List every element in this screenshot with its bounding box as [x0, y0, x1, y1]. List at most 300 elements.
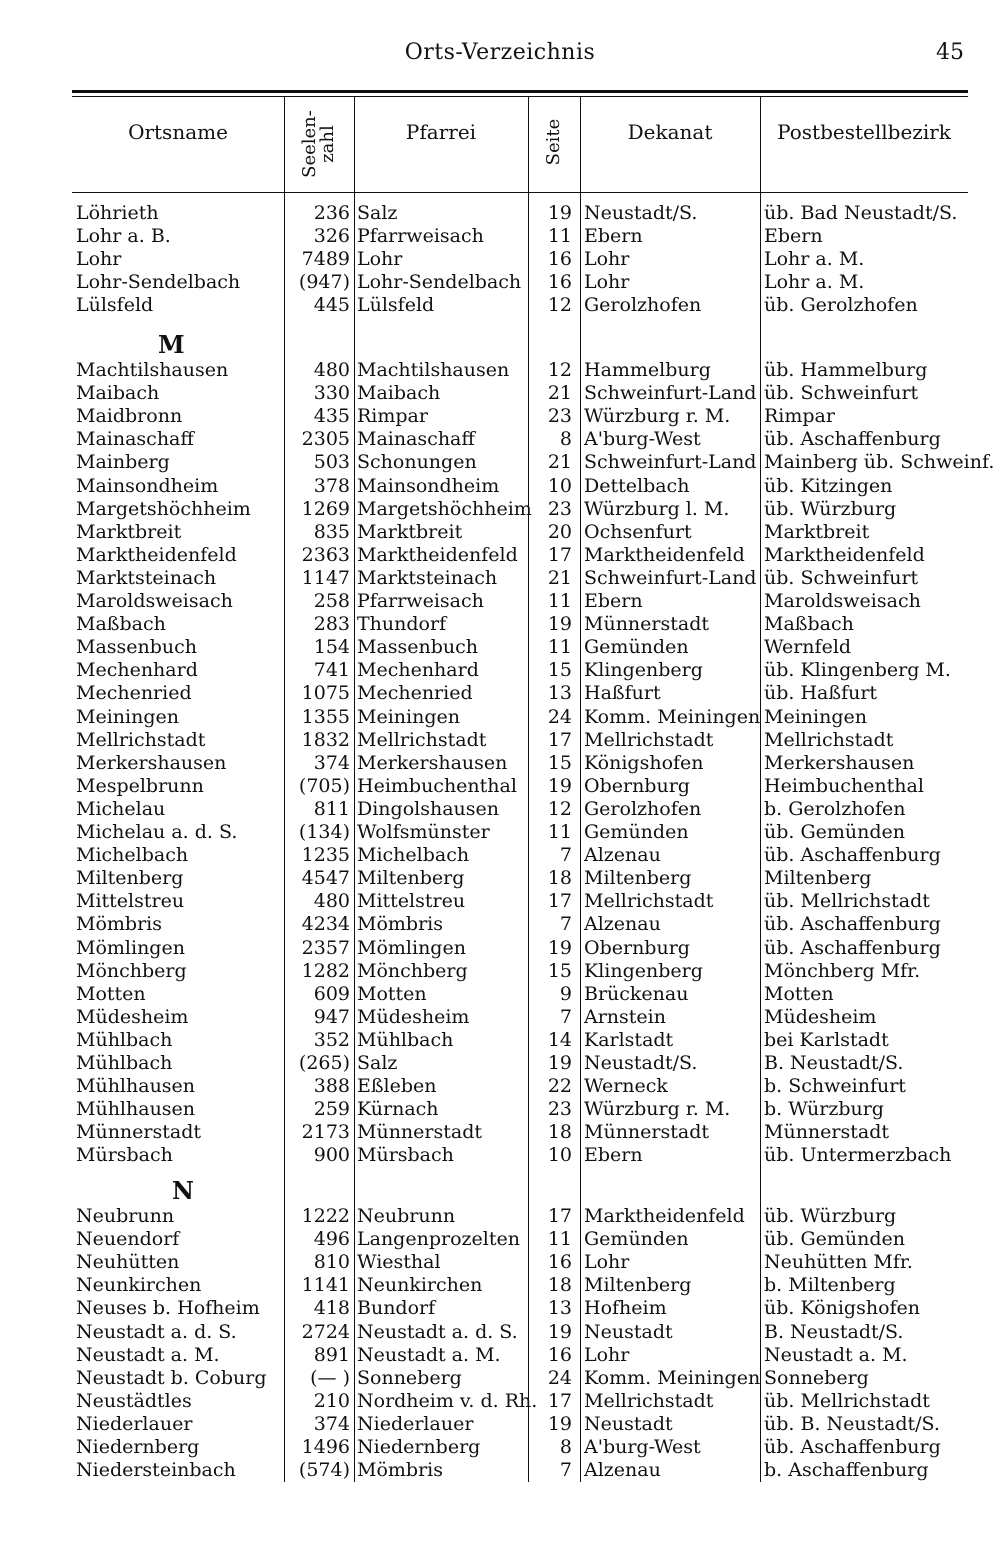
- pfarrei-cell: Thundorf: [357, 613, 447, 636]
- table-row: [0, 1205, 1000, 1228]
- section-letter: N: [172, 1176, 194, 1205]
- table-row: [0, 752, 1000, 775]
- table-row: [0, 682, 1000, 705]
- seite-cell: 19: [547, 1320, 572, 1343]
- table-row: [0, 225, 1000, 248]
- seelenzahl-cell: 741: [313, 659, 350, 682]
- postbezirk-cell: Marktbreit: [764, 520, 870, 543]
- pfarrei-cell: Mainsondheim: [357, 474, 500, 497]
- seite-cell: 19: [547, 202, 572, 224]
- seite-cell: 17: [547, 728, 572, 751]
- postbezirk-cell: Ebern: [764, 225, 823, 248]
- ortsname-cell: Maroldsweisach: [76, 590, 233, 612]
- pfarrei-cell: Salz: [357, 202, 398, 224]
- seelenzahl-cell: (574): [298, 1459, 350, 1482]
- table-row: [0, 1436, 1000, 1459]
- postbezirk-cell: b. Miltenberg: [764, 1274, 896, 1297]
- pfarrei-cell: Marktsteinach: [357, 566, 498, 589]
- dekanat-cell: Gemünden: [584, 636, 689, 659]
- seelenzahl-cell: 480: [313, 890, 350, 913]
- dekanat-cell: Marktheidenfeld: [584, 543, 745, 566]
- pfarrei-cell: Rimpar: [357, 405, 428, 428]
- ortsname-cell: Maidbronn: [76, 405, 183, 428]
- ortsname-cell: Michelau a. d. S.: [76, 821, 238, 843]
- pfarrei-cell: Salz: [357, 1052, 398, 1074]
- seelenzahl-cell: 236: [313, 202, 350, 224]
- top-rule: [72, 90, 968, 93]
- pfarrei-cell: Mömbris: [357, 1459, 443, 1482]
- seelenzahl-cell: (265): [298, 1052, 350, 1074]
- pfarrei-cell: Machtilshausen: [357, 359, 510, 381]
- table-row: [0, 960, 1000, 983]
- pfarrei-cell: Mömbris: [357, 913, 443, 936]
- table-row: [0, 248, 1000, 271]
- postbezirk-cell: Müdesheim: [764, 1005, 877, 1028]
- postbezirk-cell: üb. Aschaffenburg: [764, 1436, 941, 1458]
- pfarrei-cell: Sonneberg: [357, 1366, 462, 1389]
- pfarrei-cell: Mühlbach: [357, 1028, 454, 1051]
- pfarrei-cell: Lohr-Sendelbach: [357, 271, 522, 294]
- column-header-dekanat: Dekanat: [627, 120, 713, 144]
- postbezirk-cell: üb. Mellrichstadt: [764, 890, 930, 913]
- seelenzahl-cell: (— ): [310, 1366, 350, 1389]
- table-row: [0, 1297, 1000, 1320]
- ortsname-cell: Mainaschaff: [76, 428, 194, 451]
- seite-cell: 17: [547, 1205, 572, 1227]
- seite-cell: 23: [547, 405, 572, 428]
- seelenzahl-cell: 1496: [301, 1436, 350, 1458]
- table-row: [0, 1321, 1000, 1344]
- seite-cell: 15: [547, 959, 572, 982]
- postbezirk-cell: üb. B. Neustadt/S.: [764, 1412, 940, 1435]
- column-header-postbestellbezirk: Postbestellbezirk: [777, 120, 951, 144]
- pfarrei-cell: Münnerstadt: [357, 1121, 483, 1144]
- seite-cell: 19: [547, 1412, 572, 1435]
- table-row: [0, 451, 1000, 474]
- pfarrei-cell: Nordheim v. d. Rh.: [357, 1389, 538, 1412]
- seite-cell: 23: [547, 497, 572, 520]
- seite-cell: 11: [547, 225, 572, 248]
- seelenzahl-cell: 480: [313, 359, 350, 381]
- seite-cell: 8: [559, 1436, 572, 1458]
- dekanat-cell: Alzenau: [584, 844, 661, 867]
- seelenzahl-cell: 810: [313, 1251, 350, 1274]
- seelenzahl-cell: 259: [313, 1098, 350, 1121]
- table-row: [0, 636, 1000, 659]
- postbezirk-cell: üb. Schweinfurt: [764, 382, 919, 405]
- ortsname-cell: Mömlingen: [76, 936, 185, 959]
- seite-cell: 7: [559, 1459, 572, 1482]
- seelenzahl-cell: 835: [313, 520, 350, 543]
- dekanat-cell: Neustadt/S.: [584, 202, 698, 224]
- page-number: 45: [936, 40, 964, 65]
- postbezirk-cell: Marktheidenfeld: [764, 543, 925, 566]
- pfarrei-cell: Mechenhard: [357, 659, 479, 682]
- dekanat-cell: Würzburg l. M.: [584, 497, 730, 520]
- pfarrei-cell: Niederlauer: [357, 1412, 474, 1435]
- column-header-seelenzahl: Seelen- zahl: [299, 110, 338, 178]
- dekanat-cell: Alzenau: [584, 1459, 661, 1482]
- ortsname-cell: Niedersteinbach: [76, 1459, 236, 1482]
- ortsname-cell: Mainsondheim: [76, 474, 219, 497]
- dekanat-cell: Lohr: [584, 248, 630, 271]
- pfarrei-cell: Heimbuchenthal: [357, 774, 517, 797]
- pfarrei-cell: Maibach: [357, 382, 441, 405]
- dekanat-cell: Mellrichstadt: [584, 890, 714, 913]
- postbezirk-cell: üb. Mellrichstadt: [764, 1389, 930, 1412]
- seite-cell: 7: [559, 1005, 572, 1028]
- seite-cell: 17: [547, 890, 572, 913]
- ortsname-cell: Neustadt a. M.: [76, 1343, 220, 1366]
- table-row: [0, 1413, 1000, 1436]
- dekanat-cell: Ebern: [584, 590, 643, 612]
- postbezirk-cell: üb. Untermerzbach: [764, 1144, 952, 1167]
- ortsname-cell: Mellrichstadt: [76, 728, 206, 751]
- postbezirk-cell: üb. Aschaffenburg: [764, 936, 941, 959]
- table-row: [0, 937, 1000, 960]
- ortsname-cell: Neustadt b. Coburg: [76, 1366, 267, 1389]
- ortsname-cell: Müdesheim: [76, 1005, 189, 1028]
- table-row: [0, 1121, 1000, 1144]
- ortsname-cell: Neuhütten: [76, 1251, 180, 1274]
- dekanat-cell: Haßfurt: [584, 682, 661, 705]
- dekanat-cell: Marktheidenfeld: [584, 1205, 745, 1227]
- table-row: [0, 498, 1000, 521]
- postbezirk-cell: Neustadt a. M.: [764, 1343, 908, 1366]
- table-row: [0, 844, 1000, 867]
- seite-cell: 12: [547, 294, 572, 317]
- postbezirk-cell: üb. Würzburg: [764, 497, 897, 520]
- table-row: [0, 1367, 1000, 1390]
- seelenzahl-cell: 1075: [301, 682, 350, 705]
- seite-cell: 11: [547, 1228, 572, 1251]
- ortsname-cell: Marktheidenfeld: [76, 543, 237, 566]
- seite-cell: 24: [547, 705, 572, 728]
- seite-cell: 12: [547, 359, 572, 381]
- pfarrei-cell: Merkershausen: [357, 751, 508, 774]
- dekanat-cell: Komm. Meiningen: [584, 1366, 761, 1389]
- postbezirk-cell: Mönchberg Mfr.: [764, 959, 921, 982]
- postbezirk-cell: Mellrichstadt: [764, 728, 894, 751]
- dekanat-cell: Komm. Meiningen: [584, 705, 761, 728]
- seite-cell: 16: [547, 1251, 572, 1274]
- postbezirk-cell: üb. Kitzingen: [764, 474, 893, 497]
- postbezirk-cell: üb. Gemünden: [764, 821, 906, 843]
- postbezirk-cell: üb. Würzburg: [764, 1205, 897, 1227]
- postbezirk-cell: üb. Schweinfurt: [764, 566, 919, 589]
- ortsname-cell: Merkershausen: [76, 751, 227, 774]
- postbezirk-cell: Heimbuchenthal: [764, 774, 924, 797]
- ortsname-cell: Mühlhausen: [76, 1075, 196, 1098]
- seelenzahl-cell: 2173: [301, 1121, 350, 1144]
- postbezirk-cell: b. Aschaffenburg: [764, 1459, 929, 1482]
- seite-cell: 19: [547, 936, 572, 959]
- pfarrei-cell: Neustadt a. M.: [357, 1343, 501, 1366]
- seelenzahl-cell: 1235: [301, 844, 350, 867]
- seite-cell: 15: [547, 659, 572, 682]
- ortsname-cell: Münnerstadt: [76, 1121, 202, 1144]
- seite-cell: 11: [547, 821, 572, 843]
- ortsname-cell: Mönchberg: [76, 959, 187, 982]
- seite-cell: 19: [547, 1052, 572, 1074]
- seelenzahl-cell: 2363: [301, 543, 350, 566]
- table-row: [0, 359, 1000, 382]
- pfarrei-cell: Motten: [357, 982, 427, 1005]
- seelenzahl-cell: 418: [313, 1297, 350, 1320]
- table-row: [0, 775, 1000, 798]
- table-row: [0, 1251, 1000, 1274]
- dekanat-cell: Brückenau: [584, 982, 689, 1005]
- seite-cell: 18: [547, 1274, 572, 1297]
- ortsname-cell: Michelbach: [76, 844, 189, 867]
- dekanat-cell: Miltenberg: [584, 1274, 692, 1297]
- dekanat-cell: Schweinfurt-Land: [584, 451, 757, 474]
- dekanat-cell: A'burg-West: [584, 428, 701, 451]
- postbezirk-cell: B. Neustadt/S.: [764, 1320, 904, 1343]
- seelenzahl-cell: 283: [313, 613, 350, 636]
- seelenzahl-cell: 811: [313, 797, 350, 820]
- ortsname-cell: Michelau: [76, 797, 166, 820]
- pfarrei-cell: Neustadt a. d. S.: [357, 1320, 518, 1343]
- ortsname-cell: Mühlbach: [76, 1028, 173, 1051]
- seite-cell: 17: [547, 1389, 572, 1412]
- ortsname-cell: Mömbris: [76, 913, 162, 936]
- seite-cell: 11: [547, 590, 572, 612]
- dekanat-cell: Lohr: [584, 271, 630, 294]
- ortsname-cell: Lohr a. B.: [76, 225, 171, 248]
- table-row: [0, 567, 1000, 590]
- ortsname-cell: Marktsteinach: [76, 566, 217, 589]
- dekanat-cell: Gerolzhofen: [584, 797, 702, 820]
- pfarrei-cell: Pfarrweisach: [357, 225, 484, 248]
- pfarrei-cell: Margetshöchheim: [357, 497, 532, 520]
- seite-cell: 21: [547, 382, 572, 405]
- seelenzahl-cell: (134): [298, 821, 350, 843]
- table-row: [0, 405, 1000, 428]
- seelenzahl-cell: 210: [313, 1389, 350, 1412]
- ortsname-cell: Neunkirchen: [76, 1274, 202, 1297]
- postbezirk-cell: üb. Bad Neustadt/S.: [764, 202, 958, 224]
- ortsname-cell: Lohr: [76, 248, 122, 271]
- seite-cell: 15: [547, 751, 572, 774]
- top-rule-thin: [72, 96, 968, 97]
- seelenzahl-cell: 352: [313, 1028, 350, 1051]
- seite-cell: 21: [547, 566, 572, 589]
- seelenzahl-cell: 947: [313, 1005, 350, 1028]
- postbezirk-cell: Merkershausen: [764, 751, 915, 774]
- dekanat-cell: Werneck: [584, 1075, 668, 1098]
- postbezirk-cell: üb. Gerolzhofen: [764, 294, 918, 317]
- ortsname-cell: Mespelbrunn: [76, 774, 204, 797]
- seite-cell: 9: [559, 982, 572, 1005]
- table-row: [0, 983, 1000, 1006]
- table-row: [0, 798, 1000, 821]
- seelenzahl-cell: 388: [313, 1075, 350, 1098]
- seelenzahl-cell: 496: [313, 1228, 350, 1251]
- seelenzahl-cell: 330: [313, 382, 350, 405]
- seite-cell: 18: [547, 867, 572, 890]
- ortsname-cell: Machtilshausen: [76, 359, 229, 381]
- ortsname-cell: Margetshöchheim: [76, 497, 251, 520]
- table-row: [0, 294, 1000, 317]
- table-row: [0, 890, 1000, 913]
- pfarrei-cell: Neunkirchen: [357, 1274, 483, 1297]
- dekanat-cell: Ochsenfurt: [584, 520, 692, 543]
- seelenzahl-cell: 4547: [301, 867, 350, 890]
- pfarrei-cell: Mechenried: [357, 682, 473, 705]
- table-row: [0, 590, 1000, 613]
- seelenzahl-cell: 1222: [301, 1205, 350, 1227]
- pfarrei-cell: Mürsbach: [357, 1144, 454, 1167]
- ortsname-cell: Mechenhard: [76, 659, 198, 682]
- seite-cell: 16: [547, 1343, 572, 1366]
- ortsname-cell: Neustädtles: [76, 1389, 192, 1412]
- pfarrei-cell: Mittelstreu: [357, 890, 466, 913]
- dekanat-cell: Mellrichstadt: [584, 1389, 714, 1412]
- ortsname-cell: Löhrieth: [76, 202, 159, 224]
- ortsname-cell: Neustadt a. d. S.: [76, 1320, 237, 1343]
- ortsname-cell: Lohr-Sendelbach: [76, 271, 241, 294]
- seelenzahl-cell: 445: [313, 294, 350, 317]
- ortsname-cell: Mühlhausen: [76, 1098, 196, 1121]
- pfarrei-cell: Schonungen: [357, 451, 477, 474]
- table-row: [0, 1052, 1000, 1075]
- table-row: [0, 271, 1000, 294]
- ortsname-cell: Niedernberg: [76, 1436, 200, 1458]
- dekanat-cell: Schweinfurt-Land: [584, 382, 757, 405]
- seite-cell: 18: [547, 1121, 572, 1144]
- seelenzahl-cell: 326: [313, 225, 350, 248]
- seite-cell: 14: [547, 1028, 572, 1051]
- seite-cell: 22: [547, 1075, 572, 1098]
- ortsname-cell: Mainberg: [76, 451, 170, 474]
- ortsname-cell: Mittelstreu: [76, 890, 185, 913]
- ortsname-cell: Niederlauer: [76, 1412, 193, 1435]
- dekanat-cell: Obernburg: [584, 774, 690, 797]
- pfarrei-cell: Eßleben: [357, 1075, 437, 1098]
- column-header-ortsname: Ortsname: [128, 120, 228, 144]
- table-row: [0, 867, 1000, 890]
- pfarrei-cell: Miltenberg: [357, 867, 465, 890]
- pfarrei-cell: Marktheidenfeld: [357, 543, 518, 566]
- dekanat-cell: Lohr: [584, 1251, 630, 1274]
- seite-cell: 23: [547, 1098, 572, 1121]
- postbezirk-cell: Maroldsweisach: [764, 590, 921, 612]
- ortsname-cell: Meiningen: [76, 705, 179, 728]
- column-header-seite: Seite: [543, 118, 564, 166]
- dekanat-cell: Münnerstadt: [584, 613, 710, 636]
- ortsname-cell: Mechenried: [76, 682, 192, 705]
- table-row: [0, 428, 1000, 451]
- dekanat-cell: Arnstein: [584, 1005, 666, 1028]
- dekanat-cell: Neustadt: [584, 1412, 673, 1435]
- seite-cell: 24: [547, 1366, 572, 1389]
- dekanat-cell: Obernburg: [584, 936, 690, 959]
- postbezirk-cell: Meiningen: [764, 705, 867, 728]
- postbezirk-cell: b. Würzburg: [764, 1098, 884, 1121]
- pfarrei-cell: Michelbach: [357, 844, 470, 867]
- postbezirk-cell: Neuhütten Mfr.: [764, 1251, 913, 1274]
- ortsname-cell: Mühlbach: [76, 1052, 173, 1074]
- postbezirk-cell: Wernfeld: [764, 636, 852, 659]
- ortsname-cell: Neuses b. Hofheim: [76, 1297, 260, 1320]
- seelenzahl-cell: 1355: [301, 705, 350, 728]
- pfarrei-cell: Wiesthal: [357, 1251, 441, 1274]
- ortsname-cell: Neubrunn: [76, 1205, 175, 1227]
- postbezirk-cell: Münnerstadt: [764, 1121, 890, 1144]
- pfarrei-cell: Niedernberg: [357, 1436, 481, 1458]
- dekanat-cell: Neustadt/S.: [584, 1052, 698, 1074]
- table-row: [0, 202, 1000, 225]
- seite-cell: 11: [547, 636, 572, 659]
- pfarrei-cell: Mellrichstadt: [357, 728, 487, 751]
- pfarrei-cell: Neubrunn: [357, 1205, 456, 1227]
- header-rule: [72, 192, 968, 193]
- seelenzahl-cell: 374: [313, 1412, 350, 1435]
- table-row: [0, 1144, 1000, 1167]
- table-row: [0, 821, 1000, 844]
- seite-cell: 8: [559, 428, 572, 451]
- seite-cell: 10: [547, 474, 572, 497]
- table-row: [0, 475, 1000, 498]
- postbezirk-cell: Motten: [764, 982, 834, 1005]
- table-row: [0, 659, 1000, 682]
- postbezirk-cell: Mainberg üb. Schweinf.: [764, 451, 995, 474]
- dekanat-cell: Ebern: [584, 1144, 643, 1167]
- postbezirk-cell: Lohr a. M.: [764, 271, 865, 294]
- postbezirk-cell: Rimpar: [764, 405, 835, 428]
- seelenzahl-cell: 891: [313, 1343, 350, 1366]
- pfarrei-cell: Massenbuch: [357, 636, 479, 659]
- seelenzahl-cell: 503: [313, 451, 350, 474]
- seelenzahl-cell: (705): [298, 774, 350, 797]
- pfarrei-cell: Mönchberg: [357, 959, 468, 982]
- postbezirk-cell: üb. Klingenberg M.: [764, 659, 951, 682]
- pfarrei-cell: Marktbreit: [357, 520, 463, 543]
- pfarrei-cell: Lülsfeld: [357, 294, 435, 317]
- seelenzahl-cell: 2724: [301, 1320, 350, 1343]
- seite-cell: 7: [559, 913, 572, 936]
- dekanat-cell: Würzburg r. M.: [584, 1098, 731, 1121]
- dekanat-cell: Hammelburg: [584, 359, 711, 381]
- postbezirk-cell: B. Neustadt/S.: [764, 1052, 904, 1074]
- table-row: [0, 1075, 1000, 1098]
- postbezirk-cell: üb. Gemünden: [764, 1228, 906, 1251]
- section-letter: M: [158, 330, 185, 359]
- postbezirk-cell: b. Gerolzhofen: [764, 797, 906, 820]
- table-row: [0, 1029, 1000, 1052]
- table-row: [0, 1228, 1000, 1251]
- table-row: [0, 1006, 1000, 1029]
- postbezirk-cell: Miltenberg: [764, 867, 872, 890]
- seelenzahl-cell: 154: [313, 636, 350, 659]
- postbezirk-cell: üb. Königshofen: [764, 1297, 921, 1320]
- pfarrei-cell: Mainaschaff: [357, 428, 475, 451]
- column-header-pfarrei: Pfarrei: [405, 120, 477, 144]
- seelenzahl-cell: 7489: [301, 248, 350, 271]
- dekanat-cell: Würzburg r. M.: [584, 405, 731, 428]
- seelenzahl-cell: 900: [313, 1144, 350, 1167]
- table-row: [0, 1390, 1000, 1413]
- dekanat-cell: Gemünden: [584, 1228, 689, 1251]
- postbezirk-cell: Lohr a. M.: [764, 248, 865, 271]
- seelenzahl-cell: 609: [313, 982, 350, 1005]
- seite-cell: 7: [559, 844, 572, 867]
- ortsname-cell: Motten: [76, 982, 146, 1005]
- ortsname-cell: Maibach: [76, 382, 160, 405]
- table-row: [0, 729, 1000, 752]
- pfarrei-cell: Pfarrweisach: [357, 590, 484, 612]
